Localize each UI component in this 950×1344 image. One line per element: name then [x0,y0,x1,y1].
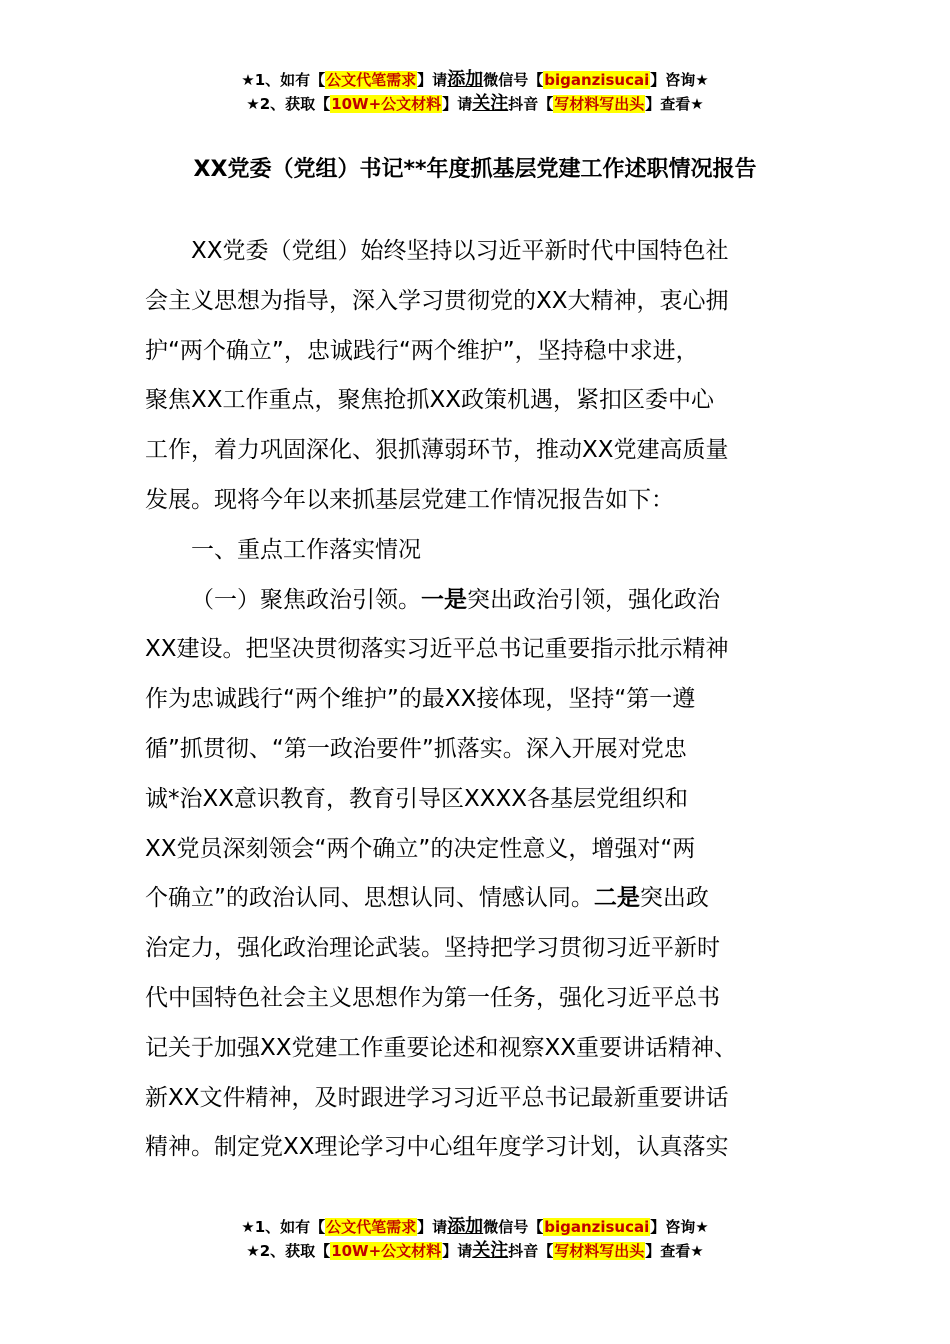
promo-service-highlight: 公文代笔需求 [326,1218,417,1236]
promo-line-1-mid: 】请 [417,1218,448,1236]
body-line: 记关于加强XX党建工作重要论述和视察XX重要讲话精神、 [145,1034,738,1061]
point-marker-2: 二是 [593,885,640,912]
body-line: 工作，着力巩固深化、狠抓薄弱环节，推动XX党建高质量 [145,437,729,464]
body-line-start: 个确立”的政治认同、思想认同、情感认同。 [145,885,594,912]
body-line: XX党委（党组）始终坚持以习近平新时代中国特色社 [191,238,729,264]
promo-line-1-mid2: 微信号【 [483,1218,544,1236]
section-heading: 一、重点工作落实情况 [191,536,421,563]
promo-line-1-mid2: 微信号【 [483,71,544,89]
document-body [145,227,820,1173]
promo-wechat-id: biganzisucai [544,71,650,89]
promo-wechat-id: biganzisucai [544,1218,650,1236]
promo-line-2-mid2: 抖音【 [508,1242,554,1260]
promo-douyin-id: 写材料写出头 [554,95,645,113]
body-line: 治定力，强化政治理论武装。坚持把学习贯彻习近平新时 [145,935,720,962]
body-line: XX建设。把坚决贯彻落实习近平总书记重要指示批示精神 [145,636,729,663]
promo-line-2 [0,1239,950,1263]
promo-line-2-prefix: ★2、获取【 [246,95,331,113]
promo-follow-emphasis: 关注 [472,1240,509,1261]
promo-line-1-prefix: ★1、如有【 [241,1218,326,1236]
body-line: XX党员深刻领会“两个确立”的决定性意义，增强对“两 [145,835,696,862]
body-line: 发展。现将今年以来抓基层党建工作情况报告如下： [145,486,674,513]
body-line [145,576,820,626]
promo-line-2-prefix: ★2、获取【 [246,1242,331,1260]
promo-line-1-suffix: 】咨询★ [650,71,709,89]
body-line: 聚焦XX工作重点，聚焦抢抓XX政策机遇，紧扣区委中心 [145,387,715,414]
body-line-rest: 突出政治引领，强化政治 [467,586,720,613]
body-line [145,874,820,924]
subsection-heading: （一）聚焦政治引领。 [191,586,421,613]
promo-line-2 [0,92,950,116]
promo-line-1 [0,68,950,92]
promo-line-1 [0,1215,950,1239]
body-line: 护“两个确立”，忠诚践行“两个维护”，坚持稳中求进， [145,337,699,364]
point-marker-1: 一是 [421,586,467,613]
promo-add-emphasis: 添加 [447,1216,484,1237]
body-line: 代中国特色社会主义思想作为第一任务，强化习近平总书 [145,984,720,1011]
promo-line-2-suffix: 】查看★ [645,95,704,113]
promo-line-2-mid: 】请 [442,95,473,113]
promo-line-2-suffix: 】查看★ [645,1242,704,1260]
body-line: 循”抓贯彻、“第一政治要件”抓落实。深入开展对党忠 [145,735,687,762]
promo-line-2-mid: 】请 [442,1242,473,1260]
body-line: 作为忠诚践行“两个维护”的最XX接体现，坚持“第一遵 [145,686,696,713]
promo-douyin-id: 写材料写出头 [554,1242,645,1260]
document-title: XX党委（党组）书记**年度抓基层党建工作述职情况报告 [193,157,757,182]
body-line: 诚*治XX意识教育，教育引导区XXXX各基层党组织和 [145,785,689,812]
body-line: 会主义思想为指导，深入学习贯彻党的XX大精神，衷心拥 [145,287,729,314]
promo-material-highlight: 10W+公文材料 [331,95,442,113]
footer-promo-banner [0,1215,950,1263]
promo-line-1-suffix: 】咨询★ [650,1218,709,1236]
promo-service-highlight: 公文代笔需求 [326,71,417,89]
promo-line-2-mid2: 抖音【 [508,95,554,113]
promo-add-emphasis: 添加 [447,69,484,90]
promo-follow-emphasis: 关注 [472,93,509,114]
header-promo-banner [0,68,950,116]
promo-line-1-prefix: ★1、如有【 [241,71,326,89]
body-line: 新XX文件精神，及时跟进学习习近平总书记最新重要讲话 [145,1084,729,1111]
body-line: 精神。制定党XX理论学习中心组年度学习计划，认真落实 [145,1134,729,1161]
promo-line-1-mid: 】请 [417,71,448,89]
promo-material-highlight: 10W+公文材料 [331,1242,442,1260]
body-line-rest: 突出政 [639,885,709,912]
